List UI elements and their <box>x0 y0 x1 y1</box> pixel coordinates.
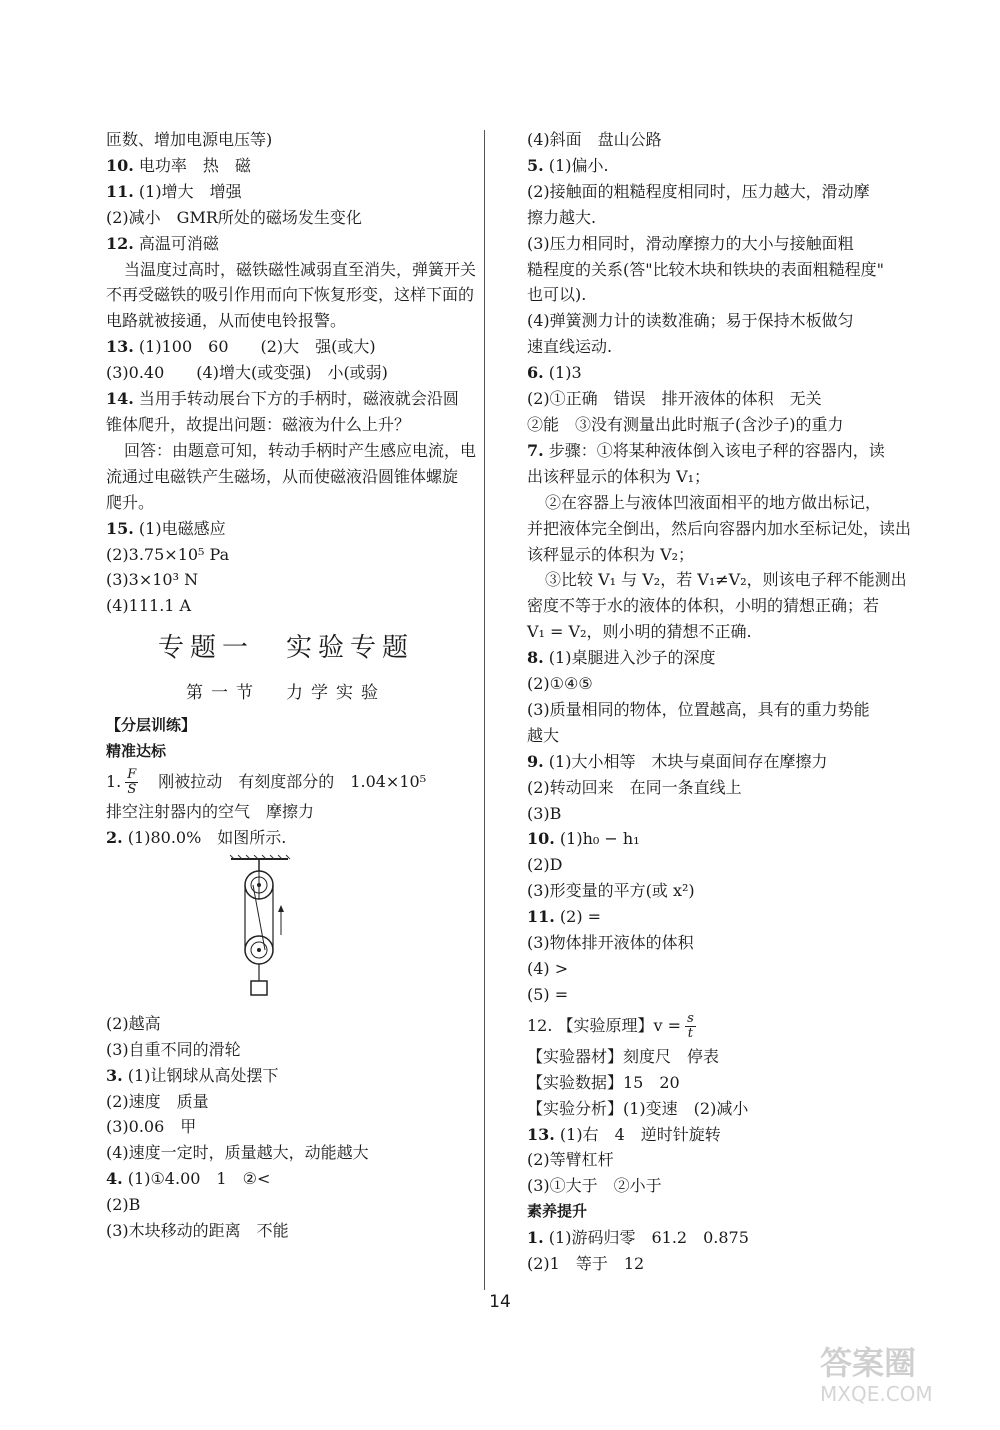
answer-line: (3)形变量的平方(或 x²) <box>527 881 695 901</box>
answer-line: 速直线运动. <box>527 337 613 357</box>
answer-line: 也可以). <box>527 285 587 305</box>
answer-line: 不再受磁铁的吸引作用而向下恢复形变，这样下面的 <box>106 285 475 305</box>
answer-line: (3)3×10³ N <box>106 570 199 590</box>
section-title: 专题一 实验专题 <box>157 633 414 664</box>
answer-q13 <box>527 1122 887 1148</box>
answer-line: ③比较 V₁ 与 V₂，若 V₁≠V₂，则该电子秤不能测出 <box>545 570 907 590</box>
subsection-title: 第一节 力学实验 <box>186 683 386 704</box>
question-number: 12. <box>106 233 134 253</box>
fraction <box>125 768 138 797</box>
question-number: 1. <box>106 772 122 792</box>
watermark-text: 答案圈 <box>820 1344 917 1382</box>
answer-line: (3)0.40 (4)增大(或变强) 小(或弱) <box>106 363 388 383</box>
answer-text: (1)100 60 (2)大 强(或大) <box>133 337 376 357</box>
answer-line: (4)斜面 盘山公路 <box>527 130 662 149</box>
answer-text: (1)桌腿进入沙子的深度 <box>543 648 716 668</box>
answer-line: (3)B <box>527 803 562 823</box>
answer-line: 擦力越大. <box>527 207 597 227</box>
question-number: 13. <box>527 1124 555 1144</box>
answer-q6 <box>527 360 887 386</box>
column-divider <box>484 130 485 1290</box>
answer-q10 <box>106 153 466 179</box>
answer-line: 爬升。 <box>106 492 155 512</box>
answer-line: (3)自重不同的滑轮 <box>106 1039 241 1059</box>
answer-q15 <box>106 516 466 542</box>
question-number: 9. <box>527 751 544 771</box>
answer-line: (2)D <box>527 855 563 875</box>
answer-q13 <box>106 334 466 360</box>
answer-line: ②在容器上与液体凹液面相平的地方做出标记， <box>545 492 882 512</box>
left-column <box>106 127 477 1244</box>
question-number: 6. <box>527 363 544 383</box>
answer-line: 匝数、增加电源电压等) <box>106 130 273 149</box>
answer-line: (2)①正确 错误 排开液体的体积 无关 <box>527 389 822 409</box>
answer-s1 <box>527 1225 887 1251</box>
answer-line: 【实验分析】(1)变速 (2)减小 <box>527 1098 749 1118</box>
question-number: 10. <box>106 155 134 175</box>
answer-q8 <box>527 645 887 671</box>
answer-q7 <box>527 438 887 464</box>
answer-line: (2)①④⑤ <box>527 674 593 694</box>
question-number: 7. <box>527 440 544 460</box>
page-number: 14 <box>489 1292 511 1312</box>
fraction-denominator: t <box>687 1025 694 1041</box>
tag-label: 【分层训练】 <box>106 716 197 735</box>
answer-text: 高温可消磁 <box>133 233 219 253</box>
answer-line: (3)压力相同时，滑动摩擦力的大小与接触面粗 <box>527 233 854 253</box>
fraction <box>685 1012 696 1041</box>
answer-q9 <box>527 749 887 775</box>
answer-q3 <box>106 1063 466 1089</box>
question-number: 1. <box>527 1228 544 1248</box>
answer-text: (1)让钢球从高处摆下 <box>122 1065 279 1085</box>
answer-line: 当温度过高时，磁铁磁性减弱直至消失，弹簧开关 <box>124 259 477 279</box>
answer-q2 <box>106 825 466 851</box>
answer-text: (1)电磁感应 <box>133 518 226 538</box>
answer-q4 <box>106 1166 466 1192</box>
answer-line: 【实验器材】刻度尺 停表 <box>527 1046 720 1066</box>
question-number: 10. <box>527 829 555 849</box>
answer-line: 流通过电磁铁产生磁场，从而使磁液沿圆锥体螺旋 <box>106 466 459 486</box>
question-number: 14. <box>106 389 134 409</box>
answer-q11 <box>527 904 887 930</box>
answer-line: (2)等臂杠杆 <box>527 1150 614 1170</box>
right-column <box>527 127 912 1277</box>
answer-line: (3)质量相同的物体，位置越高，具有的重力势能 <box>527 699 870 719</box>
answer-line: (3)物体排开液体的体积 <box>527 933 694 953</box>
question-number: 11. <box>527 907 555 927</box>
answer-text: (1)右 4 逆时针旋转 <box>554 1124 721 1144</box>
answer-line: V₁ = V₂，则小明的猜想不正确. <box>527 622 752 642</box>
answer-line: 回答：由题意可知，转动手柄时产生感应电流，电 <box>124 440 477 460</box>
question-number: 3. <box>106 1065 123 1085</box>
question-number: 11. <box>106 181 134 201</box>
fraction-numerator: F <box>127 767 137 783</box>
answer-line: (2)减小 GMR所处的磁场发生变化 <box>106 207 362 227</box>
answer-line: (4)111.1 A <box>106 596 192 616</box>
answer-line: 出该秤显示的体积为 V₁； <box>527 466 711 486</box>
answer-text: (1)①4.00 1 ②< <box>122 1169 271 1189</box>
answer-q1 <box>106 765 466 799</box>
answer-line: (2)接触面的粗糙程度相同时，压力越大，滑动摩 <box>527 181 870 201</box>
answer-line: (2)转动回来 在同一条直线上 <box>527 777 742 797</box>
question-number: 13. <box>106 337 134 357</box>
answer-line: 该秤显示的体积为 V₂； <box>527 544 695 564</box>
answer-line: 并把液体完全倒出，然后向容器内加水至标记处，读出 <box>527 518 912 538</box>
fraction-denominator: S <box>127 782 137 798</box>
answer-q11 <box>106 179 466 205</box>
question-number: 8. <box>527 648 544 668</box>
answer-text: (1)大小相等 木块与桌面间存在摩擦力 <box>543 751 828 771</box>
answer-line: 电路就被接通，从而使电铃报警。 <box>106 311 347 331</box>
pulley-diagram <box>226 855 296 1005</box>
answer-line: (2)B <box>106 1195 141 1215</box>
answer-text: (1)h₀ − h₁ <box>554 829 640 849</box>
level-label: 精准达标 <box>106 742 167 761</box>
answer-line: (3)木块移动的距离 不能 <box>106 1221 289 1241</box>
answer-text: 当用手转动展台下方的手柄时，磁液就会沿圆 <box>133 389 459 409</box>
answer-line: ②能 ③没有测量出此时瓶子(含沙子)的重力 <box>527 414 844 434</box>
answer-text: 12. 【实验原理】v = <box>527 1015 682 1035</box>
answer-line: 糙程度的关系(答"比较木块和铁块的表面粗糙程度" <box>527 259 884 279</box>
answer-line: 越大 <box>527 725 560 745</box>
answer-line: 【实验数据】15 20 <box>527 1072 680 1092</box>
answer-text: 步骤：①将某种液体倒入该电子秤的容器内，读 <box>543 440 885 460</box>
level-label: 素养提升 <box>527 1202 588 1221</box>
answer-line: 排空注射器内的空气 摩擦力 <box>106 802 315 822</box>
answer-text: 刚被拉动 有刻度部分的 1.04×10⁵ <box>142 772 427 792</box>
answer-line: (3)①大于 ②小于 <box>527 1176 662 1196</box>
answer-line: (4)速度一定时，质量越大，动能越大 <box>106 1143 369 1163</box>
answer-line: 锥体爬升，故提出问题：磁液为什么上升？ <box>106 414 411 434</box>
answer-q14 <box>106 386 466 412</box>
answer-q10 <box>527 826 887 852</box>
answer-line: (4) > <box>527 959 569 978</box>
watermark-url: MXQE.COM <box>820 1382 933 1406</box>
question-number: 2. <box>106 827 123 847</box>
answer-text: 电功率 热 磁 <box>133 155 251 175</box>
answer-q5 <box>527 153 887 179</box>
answer-line: (4)弹簧测力计的读数准确；易于保持木板做匀 <box>527 311 854 331</box>
question-number: 15. <box>106 518 134 538</box>
watermark-logo <box>820 1338 980 1418</box>
answer-text: (1)偏小. <box>543 155 609 175</box>
answer-line: (2)1 等于 12 <box>527 1254 645 1274</box>
answer-line: 密度不等于水的液体的体积，小明的猜想正确；若 <box>527 596 880 616</box>
fraction-numerator: s <box>687 1010 694 1026</box>
answer-q12 <box>106 231 466 257</box>
answer-line: (2)速度 质量 <box>106 1091 209 1111</box>
answer-line: (5) = <box>527 984 569 1004</box>
answer-line: (2)3.75×10⁵ Pa <box>106 544 230 564</box>
answer-line: (2)越高 <box>106 1013 161 1033</box>
answer-text: (1)游码归零 61.2 0.875 <box>543 1228 749 1248</box>
answer-q12 <box>527 1008 887 1044</box>
answer-text: (1)增大 增强 <box>133 181 242 201</box>
answer-text: (1)3 <box>543 363 582 383</box>
answer-text: (2) = <box>554 907 602 927</box>
answer-text: (1)80.0% 如图所示. <box>122 827 287 847</box>
answer-line: (3)0.06 甲 <box>106 1117 197 1137</box>
question-number: 4. <box>106 1169 123 1189</box>
question-number: 5. <box>527 155 544 175</box>
